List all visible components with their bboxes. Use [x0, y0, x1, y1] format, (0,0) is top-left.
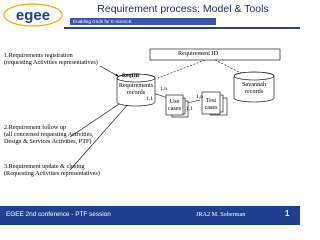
link-reqid-records	[158, 60, 205, 78]
savannah-records-line2: records	[244, 88, 264, 95]
footer-conference: EGEE 2nd conference - PTF session	[6, 211, 111, 218]
link-usecases-testcases	[187, 100, 200, 103]
savannah-records-line1: Savannah	[241, 81, 267, 88]
test-cases-line2: cases	[204, 104, 218, 111]
arrow-step1-to-records	[100, 66, 118, 76]
requirement-id-label: Requirement ID	[178, 50, 219, 57]
use-cases-line2: cases	[167, 105, 182, 112]
step3-actors: (Requesting Activities representatives)	[4, 170, 100, 177]
step1-actors: (requesting Activities representatives)	[4, 59, 98, 66]
cardinality-1n-a: 1,n	[160, 86, 167, 92]
cardinality-1n-b: 1,n	[196, 94, 203, 100]
reqdb-label: ReqDB	[122, 73, 140, 79]
cardinality-11-a: 1,1	[146, 96, 153, 102]
step2-actors-line2: Design & Services Activities, PTF)	[4, 138, 92, 145]
step1-title: 1.Requirements registration	[4, 52, 73, 59]
footer-author: JRA2 M. Soberman	[196, 211, 246, 218]
logo-text: egee	[15, 7, 51, 24]
page-subtitle: Enabling Grids for E-sciencE	[70, 18, 216, 25]
step3-title: 3.Requirement update & closing	[4, 163, 85, 170]
step2-actors-line1: (all concerned requesting Activities,	[4, 131, 94, 138]
test-cases-line1: Test	[205, 97, 217, 104]
step2-title: 2.Requirement follow up	[4, 124, 67, 131]
cardinality-11-b: 1,1	[186, 106, 193, 112]
page-title: Requirement process: Model & Tools	[97, 3, 269, 15]
requirements-records-line2: records	[126, 89, 146, 96]
use-cases-line1: Use	[169, 98, 180, 105]
requirements-records-line1: Requirements	[118, 82, 154, 89]
page-number: 1	[285, 209, 290, 218]
